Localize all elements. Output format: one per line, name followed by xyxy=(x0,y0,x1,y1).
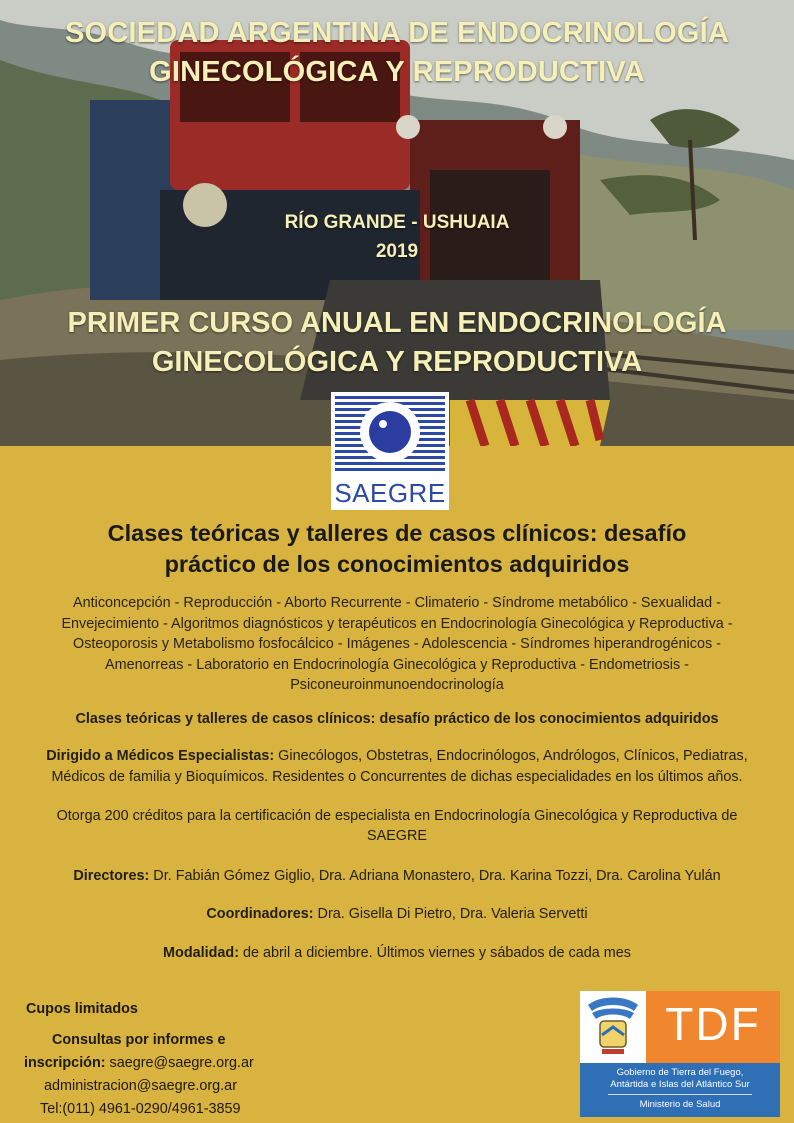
audience-line-1 xyxy=(0,746,794,767)
coordinators-line xyxy=(0,904,794,925)
tdf-crest-icon xyxy=(580,991,646,1063)
email-link-admin[interactable]: administracion@saegre.org.ar xyxy=(44,1078,237,1094)
subtitle-line-2: práctico de los conocimientos adquiridos xyxy=(164,551,630,577)
society-title xyxy=(0,14,794,92)
topics-line: Osteoporosis y Metabolismo fosfocálcico - Imágenes - Adolescencia - Síndromes hiperandrogénicos - xyxy=(73,636,721,652)
location-text: RÍO GRANDE - USHUAIA xyxy=(284,212,510,233)
directors-label: Directores: xyxy=(73,868,150,884)
directors-line xyxy=(0,866,794,887)
credits-line-1: Otorga 200 créditos para la certificación de especialista en Endocrinología Ginecológica y Reproductiva de xyxy=(56,808,738,824)
topics-line: Envejecimiento - Algoritmos diagnósticos y terapéuticos en Endocrinología Ginecológica y Reproductiva - xyxy=(61,615,733,632)
saegre-logo-text: SAEGRE xyxy=(334,478,446,508)
tdf-orange-panel xyxy=(646,991,780,1063)
classes-description: Clases teóricas y talleres de casos clínicos: desafío práctico de los conocimientos adquiridos xyxy=(75,711,719,727)
tdf-ministry-text: Ministerio de Salud xyxy=(639,1099,721,1110)
directors-names: Dr. Fabián Gómez Giglio, Dra. Adriana Monastero, Dra. Karina Tozzi, Dra. Carolina Yulán xyxy=(149,868,721,884)
inquiries-text: Consultas por informes e xyxy=(52,1032,226,1048)
modality-line xyxy=(0,943,794,964)
subtitle xyxy=(0,518,794,580)
tdf-letters: TDF xyxy=(665,998,761,1050)
topics-line: Amenorreas - Laboratorio en Endocrinología Ginecológica y Reproductiva - Endometriosis - xyxy=(105,656,689,673)
society-title-line-2: GINECOLÓGICA Y REPRODUCTIVA xyxy=(149,56,645,88)
year-text: 2019 xyxy=(375,241,419,262)
hero-photo xyxy=(0,0,794,446)
credits-line-2: SAEGRE xyxy=(367,828,427,844)
tdf-government-text xyxy=(580,1067,780,1091)
tdf-gov-line-1: Gobierno de Tierra del Fuego, xyxy=(616,1067,744,1078)
audience-text-1: Ginecólogos, Obstetras, Endocrinólogos, Andrólogos, Clínicos, Pediatras, xyxy=(274,748,748,764)
inscription-label: inscripción: xyxy=(24,1055,106,1071)
coordinators-label: Coordinadores: xyxy=(206,906,314,922)
inscription-line xyxy=(24,1052,254,1075)
email-link-primary[interactable]: saegre@saegre.org.ar xyxy=(105,1055,254,1071)
saegre-logo xyxy=(331,392,449,510)
modality-text: de abril a diciembre. Últimos viernes y sábados de cada mes xyxy=(239,945,631,961)
modality-label: Modalidad: xyxy=(163,945,239,961)
course-title xyxy=(0,304,794,382)
audience-label: Dirigido a Médicos Especialistas: xyxy=(46,748,275,764)
audience-line-2: Médicos de familia y Bioquímicos. Residentes o Concurrentes de dichas especialidades en los últimos años. xyxy=(51,769,743,785)
tdf-divider xyxy=(608,1094,752,1095)
topics-line: Anticoncepción - Reproducción - Aborto Recurrente - Climaterio - Síndrome metabólico - Sexualidad - xyxy=(73,595,721,611)
society-title-line-1: SOCIEDAD ARGENTINA DE ENDOCRINOLOGÍA xyxy=(64,17,730,49)
tdf-government-badge xyxy=(580,991,780,1117)
topics-line: Psiconeuroinmunoendocrinología xyxy=(290,677,504,693)
eye-logo-icon xyxy=(331,392,449,478)
phone-number: Tel:(011) 4961-0290/4961-3859 xyxy=(40,1101,241,1117)
tdf-gov-line-2: Antártida e Islas del Atlántico Sur xyxy=(610,1079,750,1090)
limited-spots-text: Cupos limitados xyxy=(26,1001,138,1017)
subtitle-line-1: Clases teóricas y talleres de casos clínicos: desafío xyxy=(107,520,687,546)
tdf-crest xyxy=(580,991,646,1063)
event-location xyxy=(0,208,794,266)
course-title-line-2: GINECOLÓGICA Y REPRODUCTIVA xyxy=(151,346,643,378)
topics-list xyxy=(20,593,774,696)
coordinators-names: Dra. Gisella Di Pietro, Dra. Valeria Servetti xyxy=(313,906,588,922)
course-title-line-1: PRIMER CURSO ANUAL EN ENDOCRINOLOGÍA xyxy=(67,307,727,339)
